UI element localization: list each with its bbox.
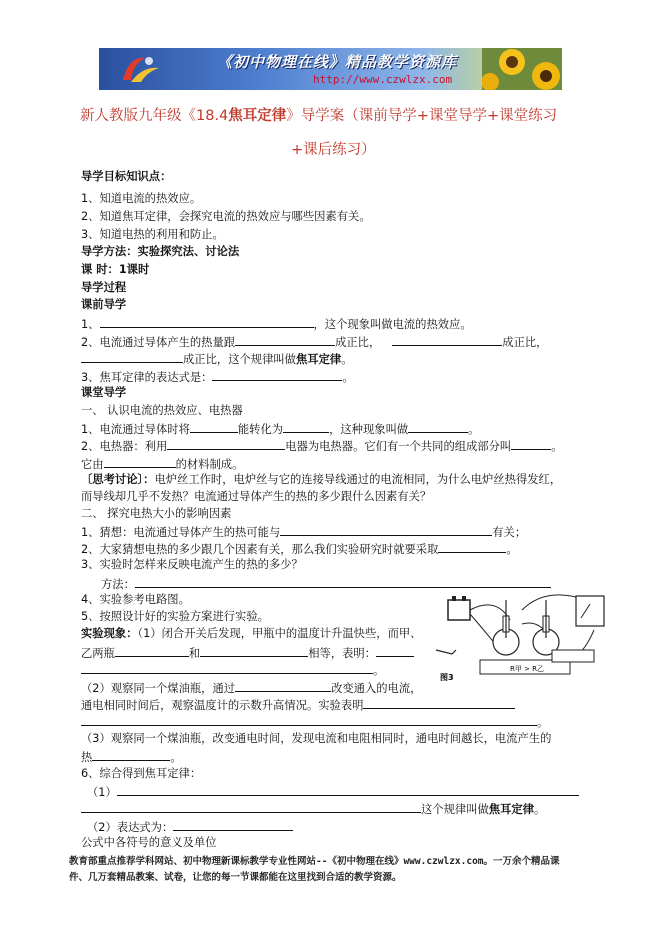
question-line: 2、大家猜想电热的多少跟几个因素有关，那么我们实验研究时就要采取 。 [81, 543, 518, 556]
subsection-heading: 一、 认识电流的热效应、电热器 [81, 404, 243, 417]
page-title-line2: +课后练习） [291, 142, 376, 158]
section-heading: 课前导学 [81, 298, 127, 311]
answer-blank[interactable] [115, 645, 189, 657]
method-line: 导学方法：实验探究法、讨论法 [81, 245, 240, 258]
subsection-heading: 二、 探究电热大小的影响因素 [81, 507, 232, 520]
footer-line-2: 件、几万套精品教案、试卷，让您的每一节课都能在这里找到合适的教学资源。 [69, 872, 402, 883]
answer-blank[interactable] [81, 351, 183, 363]
question-line: 2、电热器：利用 电器为电热器。它们有一个共同的组成部分叫 。 [81, 440, 563, 453]
answer-blank[interactable] [438, 541, 506, 553]
page-title: 新人教版九年级《18.4焦耳定律》导学案（课前导学+课堂导学+课堂练习 [80, 108, 558, 124]
answer-blank[interactable] [92, 749, 170, 761]
question-line: 方法： [101, 576, 551, 591]
answer-blank[interactable] [173, 819, 293, 831]
observation-line: （3）观察同一个煤油瓶，改变通电时间，发现电流和电阻相同时，通电时间越长，电流产生的 [81, 732, 552, 745]
answer-blank[interactable] [511, 438, 551, 450]
question-line: 5、按照设计好的实验方案进行实验。 [81, 610, 269, 623]
section-heading: 导学目标知识点： [81, 170, 172, 183]
answer-blank[interactable] [117, 784, 579, 796]
answer-blank[interactable] [408, 421, 468, 433]
question-line: 3、实验时怎样来反映电流产生的热的多少？ [81, 558, 303, 571]
section-heading: 导学过程 [81, 281, 127, 294]
question-line: （1） [87, 784, 579, 799]
objective-1: 1、知道电流的热效应。 [81, 192, 202, 205]
question-line: 2、电流通过导体产生的热量跟 成正比， 成正比， [81, 336, 548, 349]
question-line: 公式中各符号的意义及单位 [81, 836, 217, 849]
banner-url[interactable]: http://www.czwlzx.com [313, 73, 453, 86]
rheostat-icon [552, 650, 594, 662]
question-line: （2）表达式为： [87, 819, 293, 834]
figure-label: R甲 > R乙 [510, 665, 545, 673]
observation-line: 。 [81, 662, 384, 677]
header-banner [99, 48, 562, 90]
question-line: 1、猜想：电流通过导体产生的热可能与 有关； [81, 526, 527, 539]
answer-blank[interactable] [283, 421, 329, 433]
observation-line: （2）观察同一个煤油瓶，通过 改变通入的电流， [81, 682, 422, 695]
question-line: 6、综合得到焦耳定律： [81, 767, 202, 780]
footer-line-1: 教育部重点推荐学科网站、初中物理新课标教学专业性网站--《初中物理在线》www.czwlzx.com。一万余个精品课 [69, 856, 560, 867]
observation-line: 热 。 [81, 751, 182, 764]
answer-blank[interactable] [81, 714, 537, 726]
answer-blank[interactable] [235, 680, 331, 692]
answer-blank[interactable] [190, 421, 238, 433]
observation-line: 实验现象：（1）闭合开关后发现，甲瓶中的温度计升温快些，而甲、 [81, 627, 422, 640]
observation-line: 通电相同时间后，观察温度计的示数升高情况。实验表明 [81, 697, 515, 712]
question-line: 3、焦耳定律的表达式是： 。 [81, 371, 354, 384]
answer-blank[interactable] [392, 334, 502, 346]
answer-blank[interactable] [235, 334, 335, 346]
banner-title: 《初中物理在线》精品教学资源库 [217, 53, 458, 71]
meter-icon [576, 596, 604, 626]
observation-line: 。 [81, 714, 548, 729]
switch-icon [436, 650, 456, 654]
answer-blank[interactable] [212, 369, 342, 381]
discussion-line: 〔思考讨论〕：电炉丝工作时，电炉丝与它的连接导线通过的电流相同，为什么电炉丝热得发红， [81, 473, 562, 486]
observation-line: 乙两瓶 和 相等，表明： [81, 645, 414, 660]
figure-caption: 图3 [440, 673, 454, 682]
answer-blank[interactable] [100, 316, 314, 328]
answer-blank[interactable] [104, 456, 176, 468]
period-line: 课 时：1课时 [81, 263, 150, 276]
answer-blank[interactable] [363, 697, 515, 709]
question-line: 1、 ，这个现象叫做电流的热效应。 [81, 318, 472, 331]
section-heading: 课堂导学 [81, 386, 127, 399]
answer-blank[interactable] [167, 438, 285, 450]
sunflower-image-icon [482, 48, 562, 90]
answer-blank[interactable] [81, 662, 373, 674]
answer-blank[interactable] [81, 801, 421, 813]
battery-icon [448, 600, 470, 620]
objective-3: 3、知道电热的利用和防止。 [81, 228, 224, 241]
answer-blank[interactable] [376, 645, 414, 657]
discussion-line: 而导线却几乎不发热？电流通过导体产生的热的多少跟什么因素有关？ [81, 490, 432, 503]
site-logo-icon [119, 52, 165, 86]
answer-blank[interactable] [135, 576, 551, 588]
circuit-diagram [426, 590, 610, 684]
objective-2: 2、知道焦耳定律，会探究电流的热效应与哪些因素有关。 [81, 210, 371, 223]
question-line: 成正比，这个规律叫做焦耳定律。 [81, 351, 353, 366]
question-line: 1、电流通过导体时将 能转化为 ，这种现象叫做 。 [81, 423, 480, 436]
answer-blank[interactable] [200, 645, 308, 657]
question-line: 这个规律叫做焦耳定律。 [81, 801, 545, 816]
answer-blank[interactable] [280, 524, 492, 536]
question-line: 它由 的材料制成。 [81, 458, 244, 471]
question-line: 4、实验参考电路图。 [81, 593, 190, 606]
